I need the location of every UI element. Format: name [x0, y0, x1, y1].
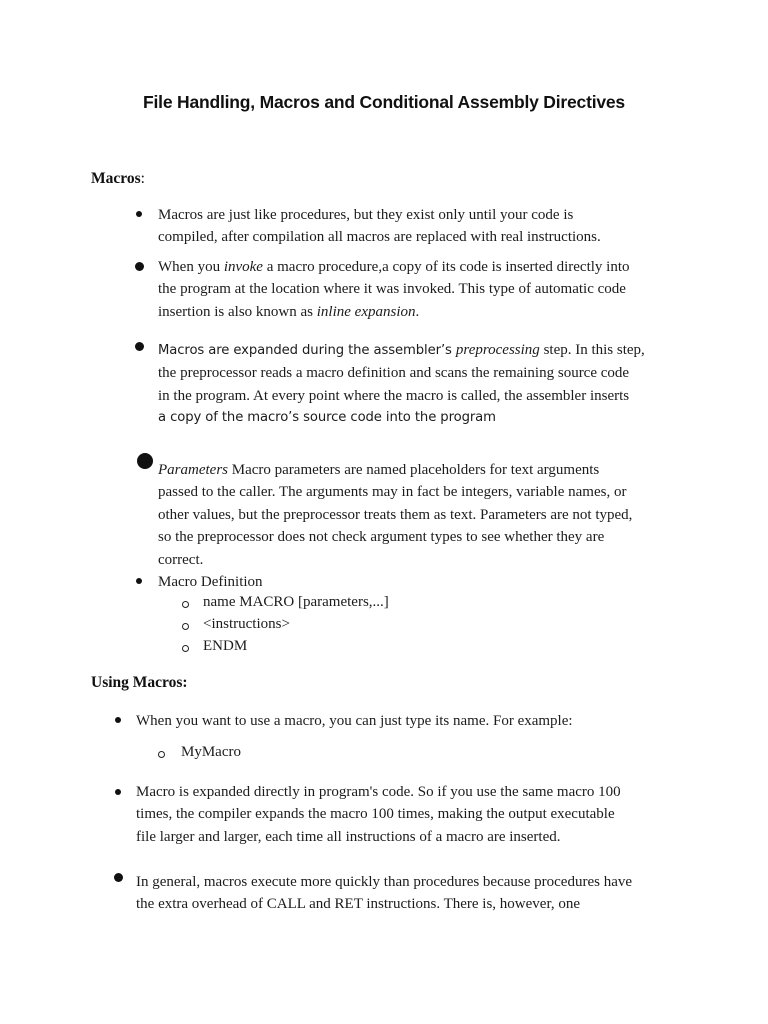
bullet-icon — [136, 211, 142, 217]
sub-bullet-icon — [182, 623, 189, 630]
bullet-line: file larger and larger, each time all instructions of a macro are inserted. — [136, 828, 561, 845]
using-bullet-2 — [136, 781, 621, 848]
bullet-line: a copy of the macro’s source code into the program — [158, 410, 496, 426]
bullet-line — [158, 301, 630, 323]
bullet-line: passed to the caller. The arguments may in fact be integers, variable names, or — [158, 484, 627, 501]
bullet-line: In general, macros execute more quickly than procedures because procedures have — [136, 874, 633, 890]
using-macros-heading — [91, 674, 188, 692]
emphasis-parameters: Parameters — [158, 462, 228, 478]
bullet-line: times, the compiler expands the macro 100 times, making the output executable — [136, 806, 615, 823]
bullet-icon — [115, 717, 121, 723]
macro-definition-item: name MACRO [parameters,...] — [203, 594, 389, 610]
macros-bullet-2 — [158, 256, 630, 323]
macro-definition-item: ENDM — [203, 638, 248, 654]
emphasis-invoke: invoke — [223, 259, 263, 275]
using-example-item: MyMacro — [181, 744, 241, 760]
bullet-line — [158, 339, 645, 362]
bullet-line: in the program. At every point where the macro is called, the assembler inserts — [158, 387, 630, 404]
text-run: a macro procedure,a copy of its code is inserted directly into — [262, 259, 630, 275]
sub-bullet-icon — [158, 751, 165, 758]
bullet-icon — [135, 262, 144, 271]
macros-bullet-4 — [158, 459, 632, 571]
bullet-line: the extra overhead of CALL and RET instructions. There is, however, one — [136, 896, 580, 913]
bullet-line — [158, 256, 630, 278]
bullet-line — [158, 459, 632, 481]
bullet-line: so the preprocessor does not check argument types to see whether they are — [158, 529, 605, 546]
emphasis-inline-expansion: inline expansion — [316, 303, 416, 320]
bullet-icon — [114, 873, 123, 882]
sub-bullet-icon — [182, 645, 189, 652]
text-run: Macros are expanded during the assembler’s — [158, 343, 456, 358]
bullet-icon — [135, 342, 144, 351]
using-bullet-1: When you want to use a macro, you can just type its name. For example: — [136, 713, 573, 729]
bullet-line: Macros are just like procedures, but they exist only until your code is — [158, 207, 574, 223]
bullet-icon — [115, 789, 121, 795]
text-run: step. In this step, — [539, 342, 645, 358]
sub-bullet-icon — [182, 601, 189, 608]
macros-bullet-3 — [158, 339, 645, 430]
macros-heading-colon: : — [140, 170, 145, 187]
bullet-line: compiled, after compilation all macros are replaced with real instructions. — [158, 229, 601, 246]
document-title: File Handling, Macros and Conditional Assembly Directives — [143, 92, 625, 112]
using-macros-heading-text: Using Macros: — [91, 674, 188, 691]
bullet-line: the preprocessor reads a macro definition and scans the remaining source code — [158, 365, 630, 382]
macros-heading-text: Macros — [91, 170, 141, 187]
macro-definition-label: Macro Definition — [158, 574, 263, 590]
bullet-line: correct. — [158, 551, 204, 568]
text-run: insertion is also known as — [158, 303, 317, 320]
macros-bullet-1 — [158, 204, 601, 249]
macros-heading — [91, 170, 145, 188]
macro-definition-item: <instructions> — [203, 616, 290, 632]
bullet-line: Macro is expanded directly in program's code. So if you use the same macro 100 — [136, 784, 621, 800]
bullet-icon — [137, 453, 153, 469]
text-run: . — [415, 303, 420, 320]
text-run: When you — [158, 259, 224, 275]
text-run: Macro parameters are named placeholders for text arguments — [228, 462, 600, 478]
bullet-line: the program at the location where it was invoked. This type of automatic code — [158, 281, 626, 298]
emphasis-preprocessing: preprocessing — [455, 342, 540, 358]
bullet-icon — [136, 578, 142, 584]
bullet-line: other values, but the preprocessor treats them as text. Parameters are not typed, — [158, 506, 633, 523]
using-bullet-3 — [136, 871, 632, 916]
